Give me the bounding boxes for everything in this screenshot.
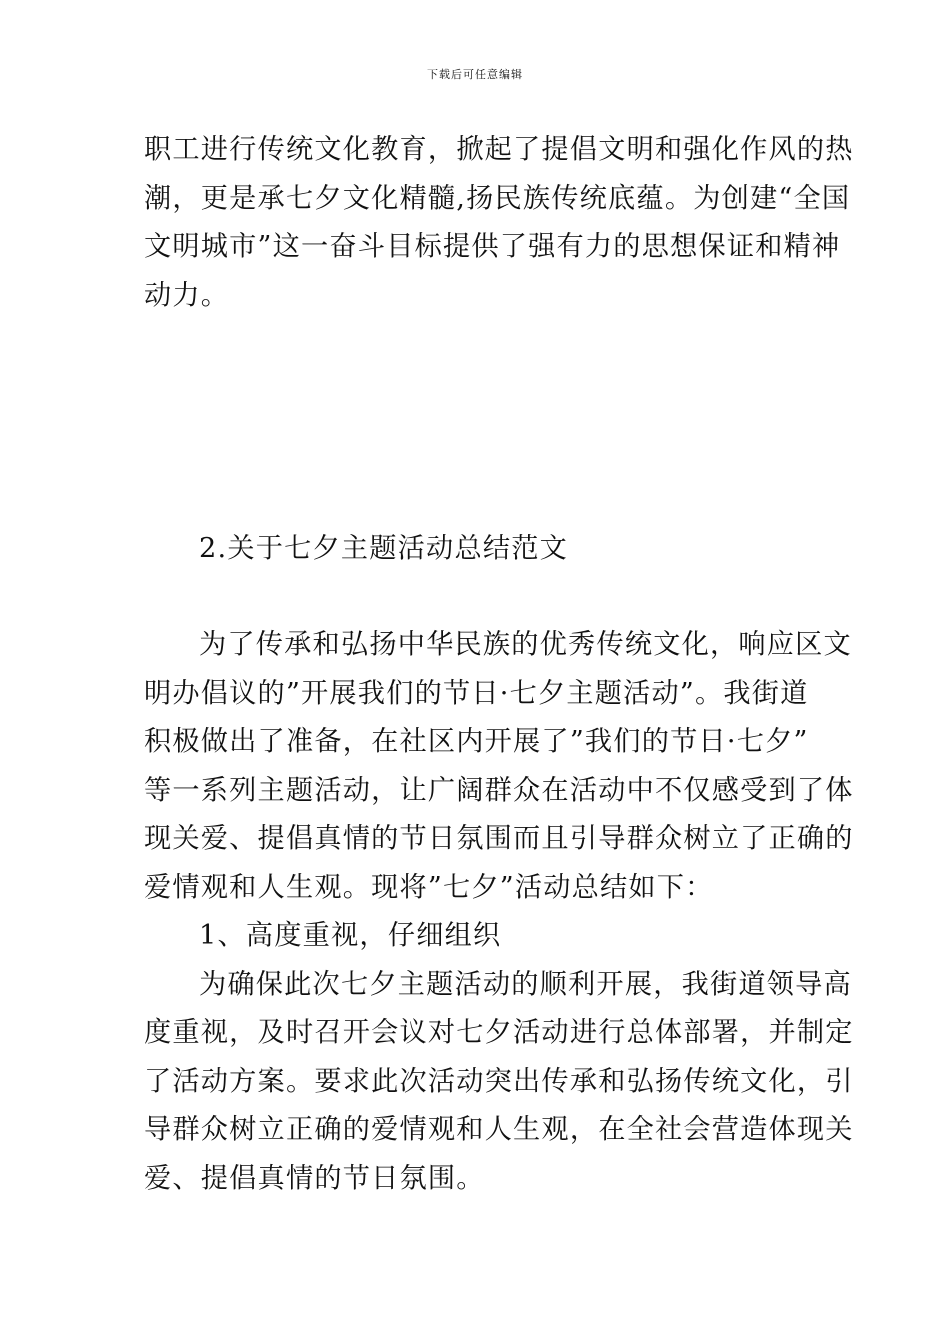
text-line: 爱、提倡真情的节日氛围。	[144, 1162, 485, 1194]
text-line: 潮，更是承七夕文化精髓,扬民族传统底蕴。为创建“全国	[144, 182, 851, 214]
text-line: 度重视，及时召开会议对七夕活动进行总体部署，并制定	[144, 1017, 854, 1048]
text-line: 为确保此次七夕主题活动的顺利开展，我街道领导高	[199, 968, 852, 1000]
text-line: 爱情观和人生观。现将”七夕”活动总结如下：	[144, 871, 714, 903]
paragraph-intro	[144, 621, 854, 1203]
text-line: 了活动方案。要求此次活动突出传承和弘扬传统文化，引	[144, 1065, 854, 1097]
text-line: 为了传承和弘扬中华民族的优秀传统文化，响应区文	[199, 629, 852, 660]
text-line: 动力。	[144, 279, 230, 311]
text-line: 等一系列主题活动，让广阔群众在活动中不仅感受到了体	[144, 774, 854, 806]
section-title: 2.关于七夕主题活动总结范文	[199, 533, 568, 564]
text-line: 文明城市”这一奋斗目标提供了强有力的思想保证和精神	[144, 231, 841, 262]
page-header: 下载后可任意编辑	[427, 68, 523, 81]
section-heading	[144, 525, 808, 574]
text-line: 积极做出了准备，在社区内开展了”我们的节日·七夕”	[144, 726, 809, 757]
text-line: 职工进行传统文化教育，掀起了提倡文明和强化作风的热	[144, 134, 854, 165]
text-line: 导群众树立正确的爱情观和人生观，在全社会营造体现关	[144, 1114, 854, 1145]
text-line: 明办倡议的”开展我们的节日·七夕主题活动”。我街道	[144, 677, 809, 709]
text-line: 现关爱、提倡真情的节日氛围而且引导群众树立了正确的	[144, 823, 854, 854]
paragraph-continuation	[144, 126, 854, 320]
subheading: 1、高度重视，仔细组织	[199, 920, 502, 951]
